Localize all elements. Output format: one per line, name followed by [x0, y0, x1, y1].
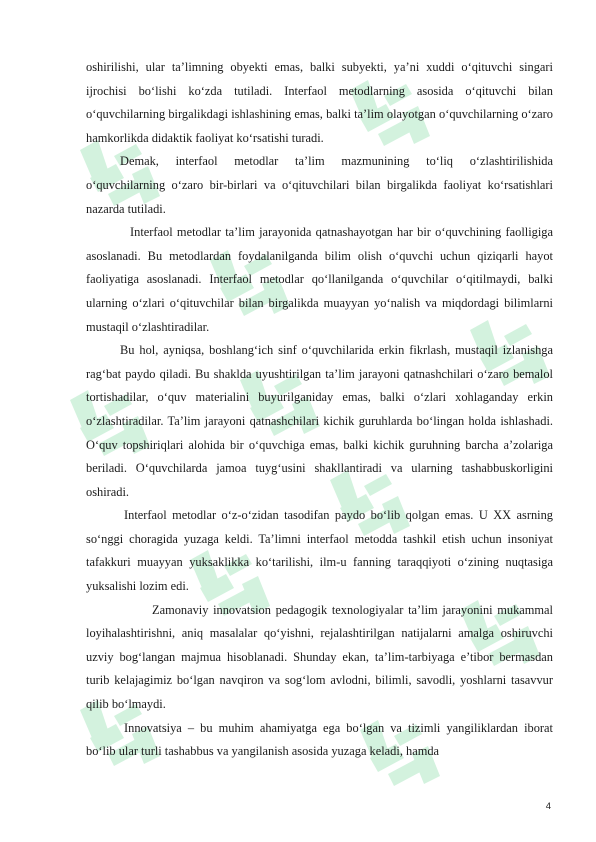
paragraph-6: Zamonaviy innovatsion pedagogik texnologiyalar ta’lim jarayonini mukammal loyihalashtirishni, aniq masalalar qo‘yishni, rejalashtirilgan natijalarni amalga oshiruvchi uzviy bog‘langan majmua hisoblanadi. Shunday ekan, ta’lim-tarbiyaga e’tibor bermasdan turib kelajagimiz bo‘lgan navqiron va sog‘lom avlodni, bilimli, savodli, yoshlarni tasavvur qilib bo‘lmaydi.: [86, 602, 553, 712]
paragraph-4: Bu hol, ayniqsa, boshlang‘ich sinf o‘quvchilarida erkin fikrlash, mustaqil izlanishga rag‘bat paydo qiladi. Bu shaklda uyushtirilgan ta’lim jarayoni qatnashchilari o‘zaro bemalol tortishadilar, o‘quv materialini buyurilganiday emas, balki o‘zlari xohlaganday erkin o‘zlashtiradilar. Ta’lim jarayoni qatnashchilari kichik guruhlarda bo‘lingan holda ishlashadi. O‘quv topshiriqlari alohida bir o‘quvchiga emas, balki kichik guruhning barcha a’zolariga beriladi. O‘quvchilarda jamoa tuyg‘usini shakllantiradi va ularning tashabbuskorligini oshiradi.: [86, 343, 553, 499]
paragraph-1: oshirilishi, ular ta’limning obyekti emas, balki subyekti, ya’ni xuddi o‘qituvchi singari ijrochisi bo‘lishi ko‘zda tutiladi. Interfaol metodlarning asosida o‘qituvchi bilan o‘quvchilarning birgalikdagi ishlashining emas, balki ta’lim olayotgan o‘quvchilarning o‘zaro hamkorlikda didaktik faoliyat ko‘rsatishi turadi.: [86, 60, 553, 145]
document-body: [86, 56, 553, 764]
paragraph-7: Innovatsiya – bu muhim ahamiyatga ega bo‘lgan va tizimli yangiliklardan iborat bo‘lib ular turli tashabbus va yangilanish asosida yuzaga keladi, hamda: [86, 720, 553, 759]
paragraph-2: Demak, interfaol metodlar ta’lim mazmunining to‘liq o‘zlashtirilishida o‘quvchilarning o‘zaro bir-birlari va o‘qituvchilari bilan birgalikda faoliyat ko‘rsatishlari nazarda tutiladi.: [86, 154, 553, 216]
paragraph-3: Interfaol metodlar ta’lim jarayonida qatnashayotgan har bir o‘quvchining faolligiga asoslanadi. Bu metodlardan foydalanilganda bilim olish o‘quvchi uchun qiziqarli hayot faoliyatiga asoslanadi. Interfaol metodlar qo‘llanilganda o‘quvchilar o‘qitilmaydi, balki ularning o‘zlari o‘qituvchilar bilan birgalikda muayyan yo‘nalish va miqdordagi bilimlarni mustaqil o‘zlashtiradilar.: [86, 225, 553, 334]
paragraph-5: Interfaol metodlar o‘z-o‘zidan tasodifan paydo bo‘lib qolgan emas. U XX asrning so‘nggi choragida yuzaga keldi. Ta’limni interfaol metodda tashkil etish uchun insoniyat tafakkuri muayyan yuksaklikka ko‘tarilishi, ilm-u fanning taraqqiyoti o‘zining nuqtasiga yuksalishi lozim edi.: [86, 508, 553, 594]
page-number: 4: [545, 801, 551, 812]
